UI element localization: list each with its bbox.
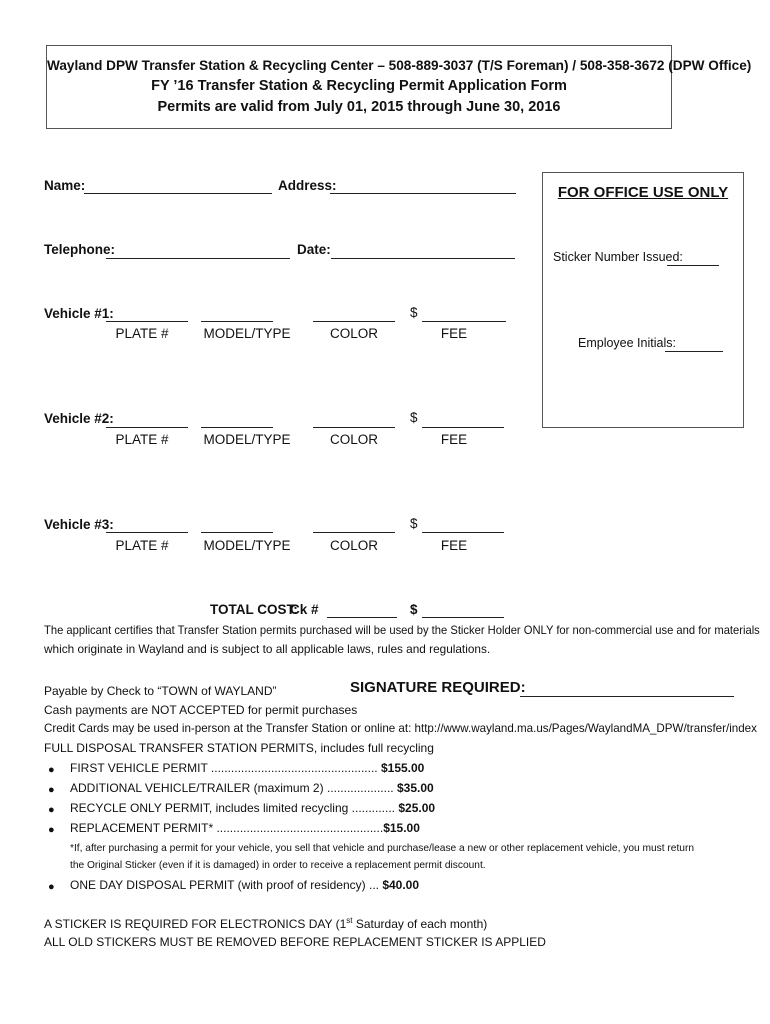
vehicle-3-fee-caption: FEE [440,538,468,553]
vehicle-1-color-caption: COLOR [329,326,378,341]
vehicle-1-label: Vehicle #1: [44,306,114,321]
permit-name: ONE DAY DISPOSAL PERMIT (with proof of residency) [70,878,366,892]
signature-field[interactable] [520,696,734,697]
telephone-field[interactable] [106,258,290,259]
sticker-number-field[interactable] [667,265,719,266]
permit-replacement [70,821,420,835]
permit-price: $155.00 [380,761,425,775]
vehicle-2-model-field[interactable] [201,427,273,428]
permit-price: $35.00 [396,781,434,795]
ordinal-suffix: st [346,916,353,925]
permit-name: RECYCLE ONLY PERMIT, includes limited recycling [70,801,349,815]
date-label: Date: [297,242,331,257]
total-cost-label: TOTAL COST: [210,602,298,617]
vehicle-3-label: Vehicle #3: [44,517,114,532]
bullet-icon: ● [48,764,55,776]
permit-price: $25.00 [398,801,436,815]
permit-first-vehicle [70,761,424,775]
vehicle-2-fee-field[interactable] [422,427,504,428]
address-field[interactable] [330,193,516,194]
vehicle-1-plate-field[interactable] [106,321,188,322]
vehicle-2-plate-caption: PLATE # [115,432,169,447]
vehicle-1-model-caption: MODEL/TYPE [203,326,291,341]
permit-name: ADDITIONAL VEHICLE/TRAILER (maximum 2) [70,781,324,795]
vehicle-3-model-caption: MODEL/TYPE [203,538,291,553]
permit-one-day [70,878,419,892]
vehicle-2-color-field[interactable] [313,427,395,428]
employee-initials-field[interactable] [665,351,723,352]
vehicle-1-fee-caption: FEE [440,326,468,341]
signature-label: SIGNATURE REQUIRED: [350,679,526,696]
vehicle-1-fee-field[interactable] [422,321,506,322]
form-header [46,45,752,129]
cash-notice: Cash payments are NOT ACCEPTED for permit purchases [44,703,358,717]
permit-leader: ............. [348,801,399,815]
old-stickers-notice: ALL OLD STICKERS MUST BE REMOVED BEFORE REPLACEMENT STICKER IS APPLIED [44,935,546,949]
permit-name: REPLACEMENT PERMIT* [70,821,214,835]
header-title: Wayland DPW Transfer Station & Recycling Center – 508-889-3037 (T/S Foreman) / 508-358-3672 (DPW Office) [47,58,752,73]
payable-by-check: Payable by Check to “TOWN of WAYLAND” [44,684,277,698]
permit-price: $15.00 [383,821,420,835]
permit-leader: .................................................. [207,761,381,775]
vehicle-3-dollar-sign: $ [410,516,418,531]
bullet-icon: ● [48,881,55,893]
vehicle-2-dollar-sign: $ [410,410,418,425]
employee-initials-label: Employee Initials: [578,336,676,350]
vehicle-3-color-field[interactable] [313,532,395,533]
permit-name: FIRST VEHICLE PERMIT [70,761,208,775]
vehicle-1-dollar-sign: $ [410,305,418,320]
form-title: FY ’16 Transfer Station & Recycling Permit Application Form [151,78,567,94]
office-use-box [542,172,744,428]
validity-period: Permits are valid from July 01, 2015 through June 30, 2016 [157,99,561,115]
permit-additional-vehicle [70,781,434,795]
permit-recycle-only [70,801,435,815]
electronics-notice-text-end: Saturday of each month) [352,917,488,931]
vehicle-1-model-field[interactable] [201,321,273,322]
vehicle-2-fee-caption: FEE [440,432,468,447]
name-field[interactable] [84,193,272,194]
bullet-icon: ● [48,784,55,796]
total-amount-field[interactable] [422,617,504,618]
vehicle-3-plate-field[interactable] [106,532,188,533]
permit-leader: ... [365,878,383,892]
vehicle-3-color-caption: COLOR [329,538,378,553]
vehicle-3-fee-field[interactable] [422,532,504,533]
vehicle-2-label: Vehicle #2: [44,411,114,426]
check-number-field[interactable] [327,617,397,618]
total-dollar-sign: $ [410,602,418,617]
full-disposal-heading: FULL DISPOSAL TRANSFER STATION PERMITS, includes full recycling [44,741,434,755]
name-label: Name: [44,178,86,193]
bullet-icon: ● [48,824,55,836]
vehicle-1-plate-caption: PLATE # [115,326,169,341]
electronics-notice-text: A STICKER IS REQUIRED FOR ELECTRONICS DAY (1 [44,917,347,931]
vehicle-1-color-field[interactable] [313,321,395,322]
vehicle-3-plate-caption: PLATE # [115,538,169,553]
bullet-icon: ● [48,804,55,816]
permit-price: $40.00 [382,878,420,892]
replacement-note-line-1: *If, after purchasing a permit for your vehicle, you sell that vehicle and purchase/lease a new or other replacement vehicle, you must return [70,843,695,854]
telephone-label: Telephone: [44,242,116,257]
replacement-note-line-2: the Original Sticker (even if it is damaged) in order to receive a replacement permit discount. [70,860,486,871]
sticker-number-label: Sticker Number Issued: [553,250,683,264]
vehicle-3-model-field[interactable] [201,532,273,533]
permit-leader: .................... [323,781,397,795]
electronics-day-notice [44,916,487,931]
vehicle-2-plate-field[interactable] [106,427,188,428]
certification-line-1: The applicant certifies that Transfer Station permits purchased will be used by the Sticker Holder ONLY for non-commercial use and for materials [44,623,760,637]
check-number-label: Ck # [290,602,319,617]
credit-card-notice: Credit Cards may be used in-person at the Transfer Station or online at: http://www.wayland.ma.us/Pages/WaylandMA_DPW/transfer/index [44,722,757,735]
vehicle-2-model-caption: MODEL/TYPE [203,432,291,447]
permit-leader: .................................................. [213,821,384,835]
certification-line-2: which originate in Wayland and is subject to all applicable laws, rules and regulations. [44,642,491,656]
address-label: Address: [278,178,337,193]
date-field[interactable] [331,258,515,259]
office-use-title: FOR OFFICE USE ONLY [557,184,729,201]
vehicle-2-color-caption: COLOR [329,432,378,447]
